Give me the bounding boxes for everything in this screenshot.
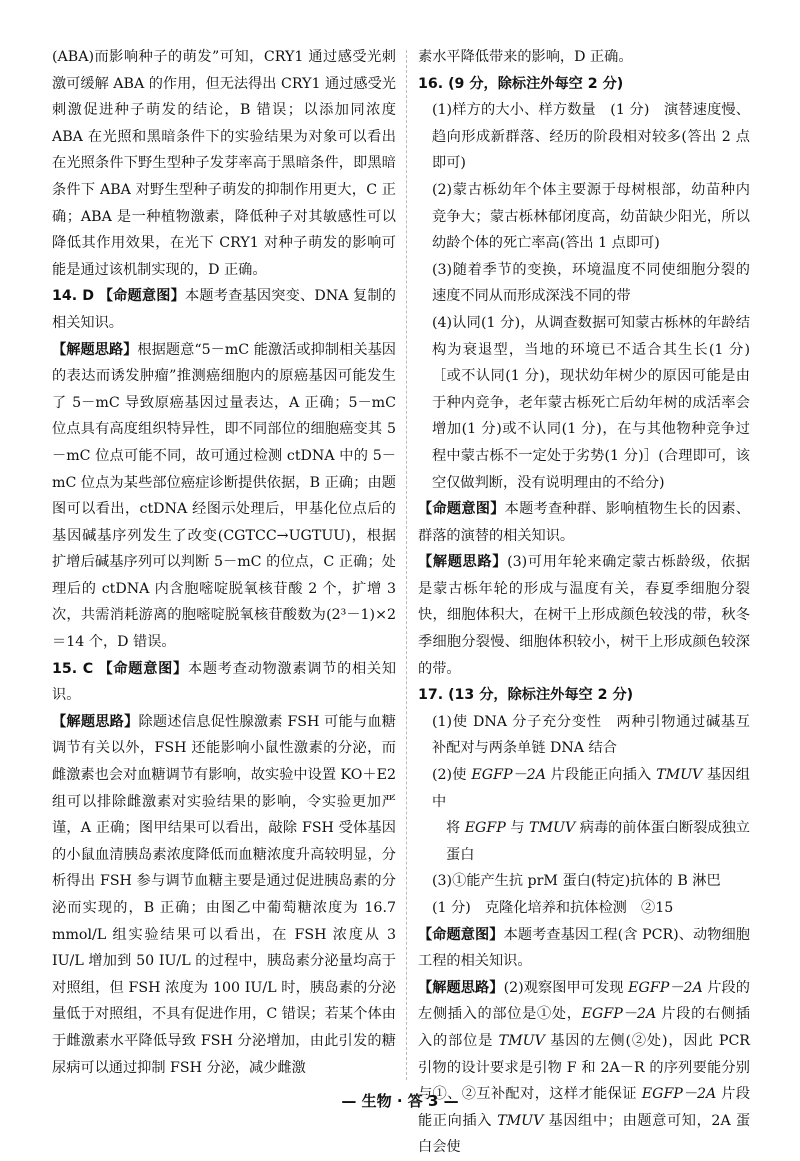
right-column	[418, 44, 750, 1161]
q17-answer-1: (1)使 DNA 分子充分变性 两种引物通过碱基互补配对与两条单链 DNA 结合	[432, 713, 750, 757]
q16-intent-para	[418, 496, 750, 549]
q14-answer	[52, 283, 396, 336]
q14-solution: 根据题意“5－mC 能激活或抑制相关基因的表达而诱发肿瘤”推测癌细胞内的原癌基因可能发生了 5－mC 导致原癌基因过量表达，A 正确；5－mC 位点具有高度组织特异性，即不同部位的细胞癌变其 5－mC 位点可能不同，故可通过检测 ctDNA 中的 5－mC 位点为某些部位癌症诊断提供依据，B 正确；由题图可以看出，ctDNA 经图示处理后，甲基化位点后的基因碱基序列发生了改变(CGTCC→UGTUU)，根据扩增后碱基序列可以判断 5－mC 的位点，C 正确；处理后的 ctDNA 内含胞嘧啶脱氧核苷酸 2 个，扩增 3 次，共需消耗游离的胞嘧啶脱氧核苷酸数为(2³－1)×2＝14 个，D 错误。	[52, 341, 396, 651]
q15-solution-para	[52, 709, 396, 1081]
q14-solution-tag: 【解题思路】	[52, 341, 138, 358]
q15-solution: 除题述信息促性腺激素 FSH 可能与血糖调节有关以外，FSH 还能影响小鼠性激素的分泌，而雌激素也会对血糖调节有影响，故实验中设置 KO＋E2 组可以排除雌激素对实验结果的影响，令实验更加严谨，A 正确；图甲结果可以看出，敲除 FSH 受体基因的小鼠血清胰岛素浓度降低而血糖浓度升高较明显，分析得出 FSH 参与调节血糖主要是通过促进胰岛素的分泌而实现的，B 正确；由图乙中葡萄糖浓度为 16.7 mmol/L 组实验结果可以看出，在 FSH 浓度从 3 IU/L 增加到 50 IU/L 的过程中，胰岛素分泌量均高于对照组，但 FSH 浓度为 100 IU/L 时，胰岛素的分泌量低于对照组，不具有促进作用，C 错误；若某个体由于雌激素水平降低导致 FSH 分泌增加，由此引发的糖尿病可以通过抑制 FSH 分泌，减少雌激	[52, 713, 396, 1076]
q16-answer-4: (4)认同(1 分)，从调查数据可知蒙古栎林的年龄结构为衰退型，当地的环境已不适合其生长(1 分)［或不认同(1 分)，现状幼年树少的原因可能是由于种内竞争，老年蒙古栎死亡后幼年树的成活率会增加(1 分)或不认同(1 分)，在与其他物种竞争过程中蒙古栎不一定处于劣势(1 分)］(合理即可，该空仅做判断，没有说明理由的不给分)	[432, 314, 750, 491]
q17-intent-para	[418, 922, 750, 975]
q17-solution-para: 【解题思路】(2)观察图甲可发现 EGFP－2A 片段的左侧插入的部位是①处，EGFP－2A 片段的右侧插入的部位是 TMUV 基因的左侧(②处)，因此 PCR 引物的设计要求是引物 F 和 2A－R 的序列要能分别与①、②互补配对，这样才能保证 EGFP－2A 片段能正向插入 TMUV 基因组中；由题意可知，2A 蛋白会使	[418, 979, 751, 1156]
q15-solution-tag: 【解题思路】	[52, 713, 139, 730]
q16-answer-3: (3)随着季节的变换，环境温度不同使细胞分裂的速度不同从而形成深浅不同的带	[432, 261, 750, 305]
q16-answer-1: (1)样方的大小、样方数量 (1 分) 演替速度慢、趋向形成新群落、经历的阶段相对较多(答出 2 点即可)	[432, 102, 750, 172]
q13-continuation: (ABA)而影响种子的萌发”可知，CRY1 通过感受光刺激可缓解 ABA 的作用，但无法得出 CRY1 通过感受光刺激促进种子萌发的结论，B 错误；以添加同浓度 ABA 在光照和黑暗条件下的实验结果为对象可以看出在光照条件下野生型种子发芽率高于黑暗条件，即黑暗条件下 ABA 对野生型种子萌发的抑制作用更大，C 正确；ABA 是一种植物激素，降低种子对其敏感性可以降低其作用效果，在光下 CRY1 对种子萌发的影响可能是通过该机制实现的，D 正确。	[52, 49, 396, 278]
q16-head: 16. (9 分，除标注外每空 2 分)	[418, 75, 624, 92]
q16-solution-para	[418, 549, 750, 682]
q16-intent: 本题考查种群、影响植物生长的因素、群落的演替的相关知识。	[418, 501, 750, 544]
q17-answer-2b: 将 EGFP 与 TMUV 病毒的前体蛋白断裂成独立蛋白	[446, 820, 750, 863]
q15-continuation: 素水平降低带来的影响，D 正确。	[418, 49, 633, 65]
q15-answer	[52, 656, 396, 709]
q16-solution-tag: 【解题思路】	[418, 554, 508, 571]
left-column	[52, 44, 396, 1081]
q14-intent-tag: 【命题意图】	[98, 288, 185, 305]
q17-solution-tag: 【解题思路】	[418, 979, 504, 996]
q15-intent: 本题考查动物激素调节的相关知识。	[52, 660, 397, 704]
q15-intent-tag: 【命题意图】	[98, 660, 188, 677]
q17-answer-2: (2)使 EGFP－2A 片段能正向插入 TMUV 基因组中	[432, 767, 750, 810]
column-divider	[406, 50, 407, 1080]
q16-intent-tag: 【命题意图】	[418, 501, 505, 518]
q16-answer-2: (2)蒙古栎幼年个体主要源于母树根部，幼苗种内竞争大；蒙古栎林郁闭度高，幼苗缺少阳光，所以幼龄个体的死亡率高(答出 1 点即可)	[432, 181, 750, 252]
q17-intent: 本题考查基因工程(含 PCR)、动物细胞工程的相关知识。	[418, 926, 750, 970]
q14-solution-para	[52, 337, 396, 656]
q14-head: 14. D	[52, 288, 95, 305]
q16-solution: (3)可用年轮来确定蒙古栎龄级，依据是蒙古栎年轮的形成与温度有关，春夏季细胞分裂快，细胞体积大，在树干上形成颜色较浅的带，秋冬季细胞分裂慢、细胞体积较小，树干上形成颜色较深的带。	[418, 554, 750, 677]
q14-intent: 本题考查基因突变、DNA 复制的相关知识。	[52, 288, 396, 331]
q17-intent-tag: 【命题意图】	[418, 926, 504, 943]
q17-answer-3b: (1 分) 克隆化培养和抗体检测 ②15	[432, 900, 674, 916]
page-footer: — 生物 · 答 3 —	[341, 1092, 459, 1110]
q17-head: 17. (13 分，除标注外每空 2 分)	[418, 687, 634, 704]
q15-head: 15. C	[52, 660, 94, 677]
q17-answer-3: (3)①能产生抗 prM 蛋白(特定)抗体的 B 淋巴	[432, 873, 721, 890]
